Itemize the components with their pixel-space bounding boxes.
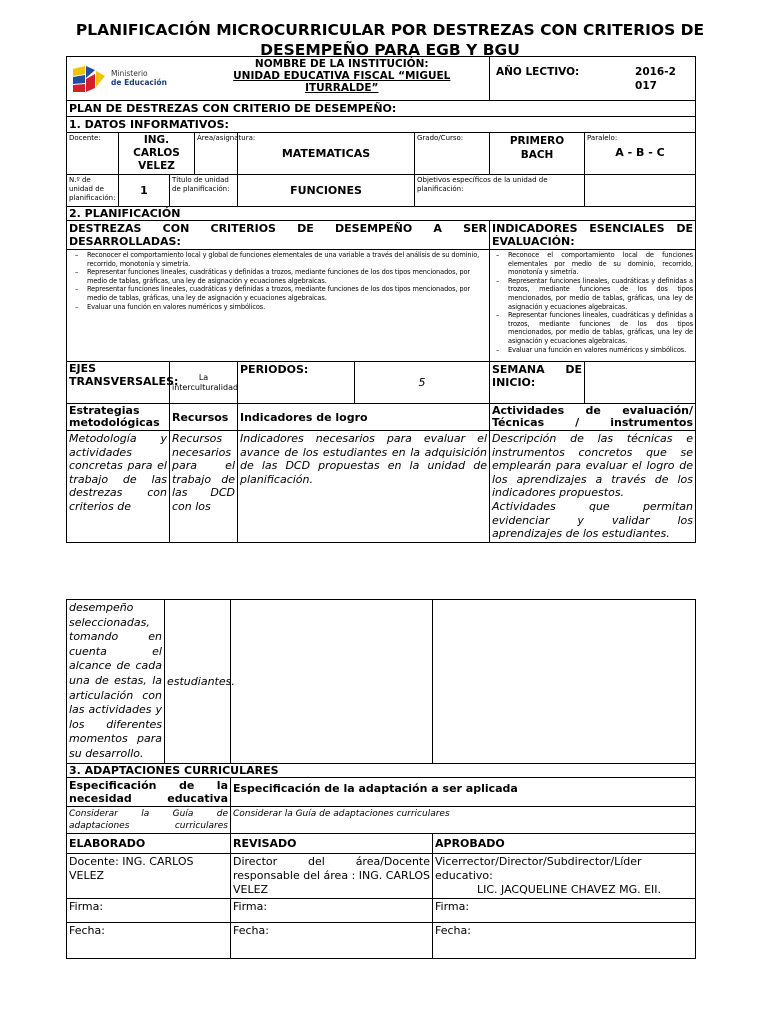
fecha-elaborado: Fecha: <box>67 922 231 958</box>
indicadores-list-cell <box>490 250 696 362</box>
fecha-aprobado: Fecha: <box>433 922 696 958</box>
elaborado-header: ELABORADO <box>67 833 231 853</box>
planning-table-page2 <box>66 599 696 959</box>
titulo-label: Título de unidad de planificación: <box>170 175 238 207</box>
unidad-value: 1 <box>119 175 170 207</box>
semana-label: SEMANA DE INICIO: <box>490 362 585 404</box>
year-label: AÑO LECTIVO: <box>496 66 580 78</box>
docente-value: ING. CARLOS VELEZ <box>119 133 195 175</box>
indicador-item: – Evaluar una función en valores numéricos y simbólicos. <box>508 346 693 355</box>
ejes-label: EJES TRANSVERSALES: <box>67 362 170 404</box>
indicador-item: – Representar funciones lineales, cuadráticas y definidas a trozos, mediante funciones de los dos tipos mencionados, por medio de tablas, gráficas, una ley de asignación y ecuaciones algebraicas. <box>508 277 693 311</box>
section-planificacion-title: 2. PLANIFICACIÓN <box>67 207 696 221</box>
semana-value <box>585 362 696 404</box>
aprobado-cell <box>433 853 696 898</box>
recursos-text-page2: estudiantes. <box>165 600 231 764</box>
objetivos-empty <box>585 175 696 207</box>
destreza-item: – Reconocer el comportamiento local y global de funciones elementales de una variable a través del análisis de su dominio, recorrido, monotonía y simetría. <box>87 251 487 268</box>
aprobado-text-1: Vicerrector/Director/Subdirector/Líder educativo: <box>435 854 642 882</box>
destreza-item: – Representar funciones lineales, cuadráticas y definidas a trozos, mediante funciones de los dos tipos mencionados, por medio de tablas, gráficas, una ley de asignación y ecuaciones algebraicas. <box>87 268 487 285</box>
aprobado-text-2: LIC. JACQUELINE CHAVEZ MG. EII. <box>477 882 662 896</box>
estrategias-text-page1: Metodología y actividades concretas para el trabajo de las destrezas con criterios de <box>67 431 170 543</box>
destreza-item: – Representar funciones lineales, cuadráticas y definidas a trozos, mediante funciones de los dos tipos mencionados, por medio de tablas, gráficas, una ley de asignación y ecuaciones algebraicas. <box>87 285 487 302</box>
document-title: PLANIFICACIÓN MICROCURRICULAR POR DESTREZAS CON CRITERIOS DE DESEMPEÑO PARA EGB Y BGU <box>75 21 705 59</box>
firma-revisado: Firma: <box>231 898 433 922</box>
revisado-header: REVISADO <box>231 833 433 853</box>
col-estrategias-header: Estrategias metodológicas <box>67 404 170 431</box>
indicadores-header: INDICADORES ESENCIALES DE EVALUACIÓN: <box>490 221 696 250</box>
revisado-text: Director del área/Docente responsable del área : ING. CARLOS VELEZ <box>231 853 433 898</box>
actividades-empty <box>433 600 696 764</box>
paralelo-value: A - B - C <box>615 146 665 159</box>
destrezas-header: DESTREZAS CON CRITERIOS DE DESEMPEÑO A SER DESARROLLADAS: <box>67 221 490 250</box>
estrategias-text-page2: desempeño seleccionadas, tomando en cuenta el alcance de cada una de estas, la articulación con las actividades y los diferentes momentos para su desarrollo. <box>67 600 165 764</box>
firma-aprobado: Firma: <box>433 898 696 922</box>
plan-title: PLAN DE DESTREZAS CON CRITERIO DE DESEMPEÑO: <box>67 101 696 117</box>
adaptaciones-col1-header: Especificación de la necesidad educativa <box>67 777 231 806</box>
indicador-item: – Reconoce el comportamiento local de funciones elementales por medio de su dominio, recorrido, monotonía y simetría. <box>508 251 693 277</box>
planning-table-page1 <box>66 56 696 543</box>
logo-line2: de Educación <box>111 77 167 87</box>
year-value: 2016-2017 <box>635 66 676 92</box>
col-indicadores-header: Indicadores de logro <box>238 404 490 431</box>
adaptaciones-col1-text: Considerar la Guía de adaptaciones curriculares <box>67 806 231 833</box>
periodos-label: PERIODOS: <box>238 362 355 404</box>
col-actividades-header: Actividades de evaluación/ Técnicas / instrumentos <box>490 404 696 431</box>
recursos-text-page1: Recursos necesarios para el trabajo de las DCD con los <box>170 431 238 543</box>
col-recursos-header: Recursos <box>170 404 238 431</box>
area-value: MATEMATICAS <box>238 133 415 175</box>
grado-value: PRIMERO BACH <box>490 133 585 175</box>
indicadores-empty <box>231 600 433 764</box>
periodos-value: 5 <box>355 362 490 404</box>
actividades-text <box>490 431 696 543</box>
indicador-item: – Representar funciones lineales, cuadráticas y definidas a trozos, mediante funciones de los dos tipos mencionados, por medio de tablas, gráficas, una ley de asignación y ecuaciones algebraicas. <box>508 311 693 345</box>
ejes-value: La interculturalidad <box>170 362 238 404</box>
actividades-text-2: Actividades que permitan evidenciar y validar los aprendizajes de los estudiantes. <box>492 499 694 541</box>
institution-label: NOMBRE DE LA INSTITUCIÓN: <box>254 58 429 70</box>
logo-cell <box>67 57 195 101</box>
destreza-item: – Evaluar una función en valores numéricos y simbólicos. <box>87 303 487 312</box>
section-adaptaciones-title: 3. ADAPTACIONES CURRICULARES <box>67 763 696 777</box>
docente-label: Docente: <box>67 133 119 175</box>
fecha-revisado: Fecha: <box>231 922 433 958</box>
section-datos-title: 1. DATOS INFORMATIVOS: <box>67 117 696 133</box>
titulo-value: FUNCIONES <box>238 175 415 207</box>
ministerio-educacion-logo-icon <box>73 66 107 92</box>
firma-elaborado: Firma: <box>67 898 231 922</box>
year-cell <box>490 57 696 101</box>
area-label: Área/asignatura: <box>195 133 238 175</box>
institution-name: UNIDAD EDUCATIVA FISCAL “MIGUEL ITURRALDE” <box>233 70 451 94</box>
objetivos-label: Objetivos específicos de la unidad de planificación: <box>415 175 585 207</box>
unidad-label: N.º de unidad de planificación: <box>67 175 119 207</box>
destrezas-list-cell <box>67 250 490 362</box>
logo-line1: Ministerio <box>111 69 148 78</box>
grado-label: Grado/Curso: <box>415 133 490 175</box>
paralelo-label: Paralelo: <box>587 134 618 142</box>
indicadores-logro-text: Indicadores necesarios para evaluar el avance de los estudiantes en la adquisición de las DCD propuestas en la unidad de planificación. <box>238 431 490 543</box>
elaborado-text: Docente: ING. CARLOS VELEZ <box>67 853 231 898</box>
institution-cell <box>195 57 490 101</box>
adaptaciones-col2-text: Considerar la Guía de adaptaciones curriculares <box>231 806 696 833</box>
aprobado-header: APROBADO <box>433 833 696 853</box>
adaptaciones-col2-header: Especificación de la adaptación a ser aplicada <box>231 777 696 806</box>
actividades-text-1: Descripción de las técnicas e instrumentos concretos que se emplearán para evaluar el logro de los aprendizajes a través de los indicadores propuestos. <box>492 432 694 500</box>
paralelo-cell <box>585 133 696 175</box>
